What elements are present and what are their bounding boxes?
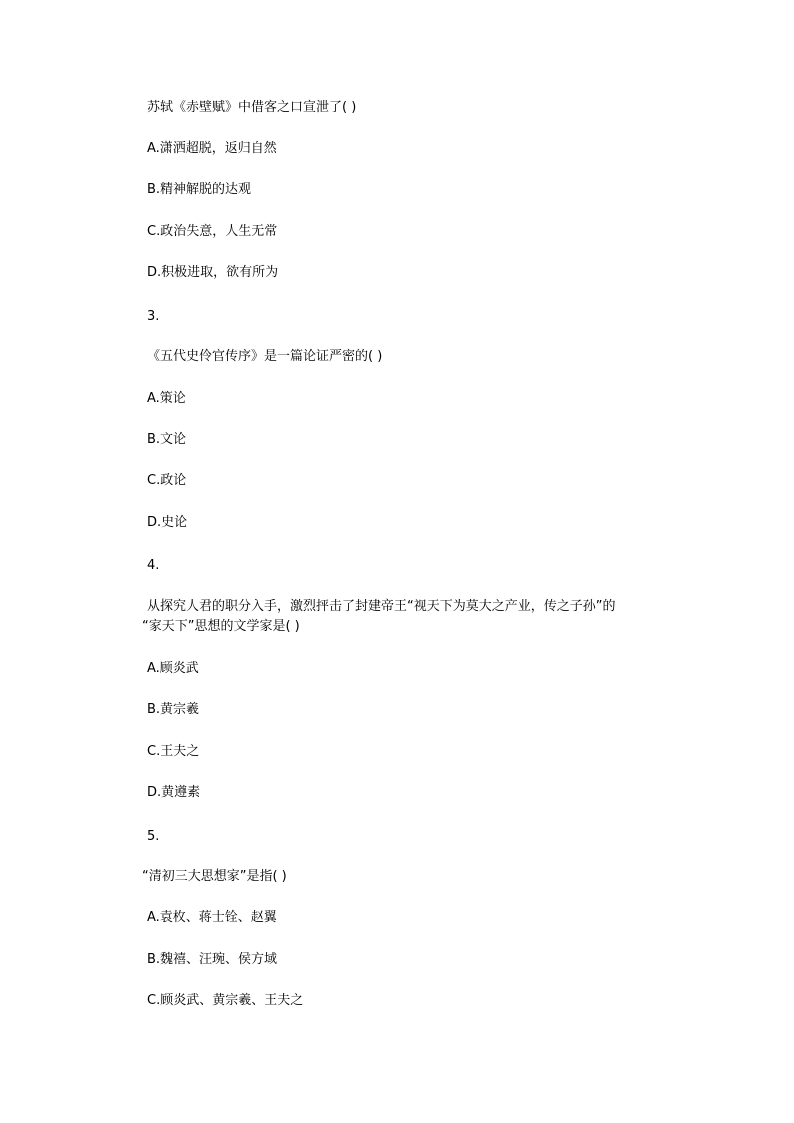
question-5-option-a: A.袁枚、蒋士铨、赵翼 bbox=[147, 910, 277, 925]
question-2-option-b: B.精神解脱的达观 bbox=[147, 182, 252, 197]
question-3-number: 3. bbox=[147, 309, 160, 324]
question-4-number: 4. bbox=[147, 558, 160, 573]
question-4-stem bbox=[142, 597, 677, 637]
question-5-number: 5. bbox=[147, 829, 160, 844]
question-2-option-d: D.积极进取，欲有所为 bbox=[147, 265, 279, 280]
question-5-stem: “清初三大思想家”是指( ) bbox=[142, 869, 287, 884]
question-4-option-a: A.顾炎武 bbox=[147, 661, 199, 676]
question-3-option-a: A.策论 bbox=[147, 391, 186, 406]
question-3-option-b: B.文论 bbox=[147, 432, 187, 447]
question-2-stem: 苏轼《赤壁赋》中借客之口宣泄了( ) bbox=[147, 100, 357, 115]
question-4-option-c: C.王夫之 bbox=[147, 744, 200, 759]
question-4-option-b: B.黄宗羲 bbox=[147, 702, 200, 717]
question-3-stem: 《五代史伶官传序》是一篇论证严密的( ) bbox=[147, 349, 383, 364]
question-2-option-a: A.潇洒超脱，返归自然 bbox=[147, 141, 277, 156]
question-5-option-c: C.顾炎武、黄宗羲、王夫之 bbox=[147, 993, 304, 1008]
question-5-option-b: B.魏禧、汪琬、侯方域 bbox=[147, 952, 278, 967]
question-3-option-c: C.政论 bbox=[147, 473, 187, 488]
question-2-option-c: C.政治失意，人生无常 bbox=[147, 224, 278, 239]
question-4-stem-line-2: “家天下”思想的文学家是( ) bbox=[142, 619, 300, 634]
question-4-stem-line-1: 从探究人君的职分入手，激烈抨击了封建帝王“视天下为莫大之产业，传之子孙”的 bbox=[147, 599, 616, 614]
question-3-option-d: D.史论 bbox=[147, 515, 188, 530]
question-4-option-d: D.黄遵素 bbox=[147, 785, 201, 800]
